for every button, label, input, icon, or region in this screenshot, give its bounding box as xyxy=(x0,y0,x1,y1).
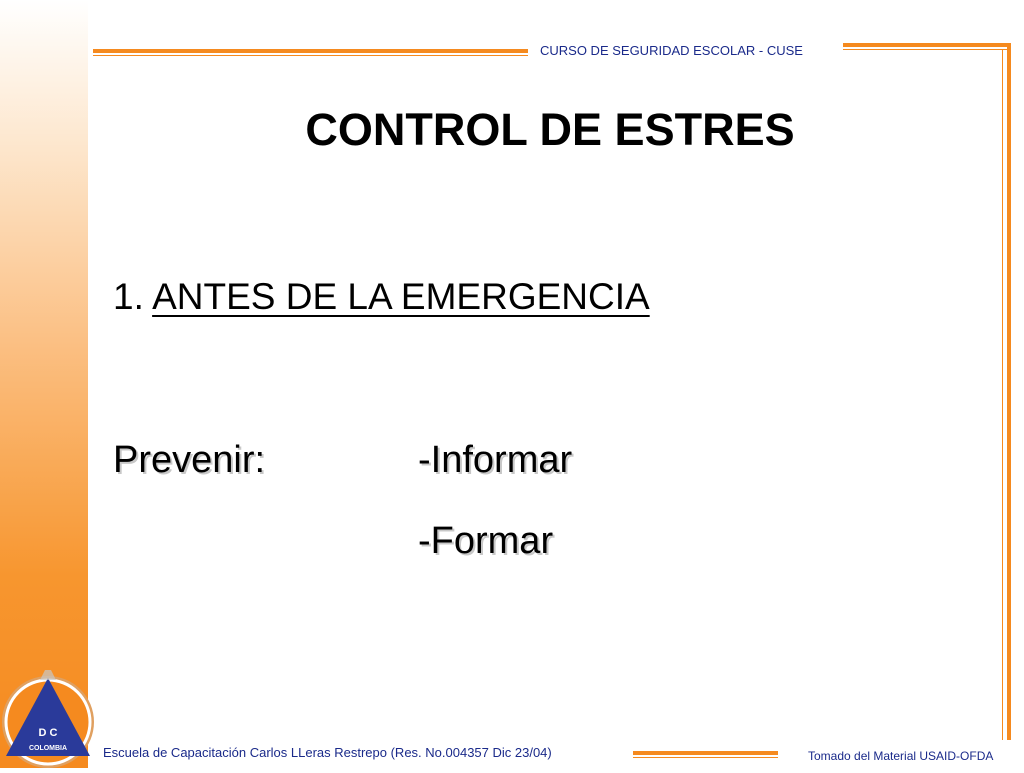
section-number: 1. xyxy=(113,276,144,317)
slide-title: CONTROL DE ESTRES xyxy=(305,104,795,155)
prevent-label: Prevenir: xyxy=(113,439,266,481)
logo-country: COLOMBIA xyxy=(28,745,68,752)
footer-source: Tomado del Material USAID-OFDA xyxy=(808,749,994,763)
header-rule-left xyxy=(93,49,528,56)
item-formar: -Formar xyxy=(418,520,554,562)
header-rule-right xyxy=(843,43,1011,50)
footer-school: Escuela de Capacitación Carlos LLeras Restrepo (Res. No.004357 Dic 23/04) xyxy=(103,745,552,760)
course-header: CURSO DE SEGURIDAD ESCOLAR - CUSE xyxy=(540,43,803,58)
item-informar: -Informar xyxy=(418,439,573,481)
civil-defense-logo xyxy=(0,670,100,768)
logo-letters: D C xyxy=(38,727,58,739)
section-title: ANTES DE LA EMERGENCIA xyxy=(152,276,650,317)
section-heading xyxy=(113,276,650,318)
footer-rule xyxy=(633,751,778,758)
